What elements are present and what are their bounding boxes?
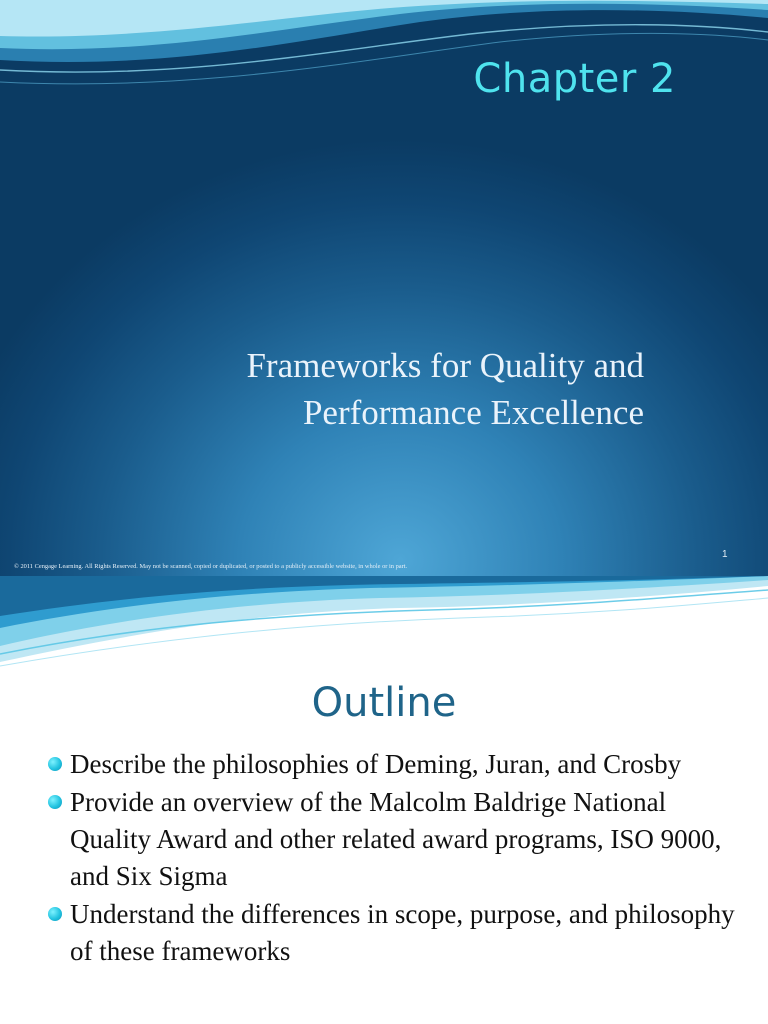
outline-slide	[0, 576, 768, 1024]
list-item	[48, 784, 738, 895]
slide-number: 1	[722, 549, 728, 560]
bullet-circle-icon	[48, 907, 62, 921]
copyright-notice: © 2011 Cengage Learning. All Rights Reserved. May not be scanned, copied or duplicated, or posted to a publicly accessible website, in whole or in part.	[14, 563, 408, 570]
bullet-circle-icon	[48, 795, 62, 809]
chapter-title: Chapter 2	[473, 56, 676, 102]
bullet-circle-icon	[48, 757, 62, 771]
bullet-list	[48, 746, 738, 971]
slide-subtitle	[84, 342, 644, 436]
bullet-text: Understand the differences in scope, purpose, and philosophy of these frameworks	[70, 899, 735, 966]
bullet-text: Provide an overview of the Malcolm Baldrige National Quality Award and other related award programs, ISO 9000, and Six Sigma	[70, 787, 722, 891]
subtitle-line-1: Frameworks for Quality and	[246, 346, 644, 385]
outline-title: Outline	[311, 680, 457, 726]
bullet-text: Describe the philosophies of Deming, Juran, and Crosby	[70, 749, 682, 779]
list-item	[48, 746, 738, 783]
list-item	[48, 896, 738, 970]
wave-decoration-top	[0, 576, 768, 668]
subtitle-line-2: Performance Excellence	[302, 393, 644, 432]
